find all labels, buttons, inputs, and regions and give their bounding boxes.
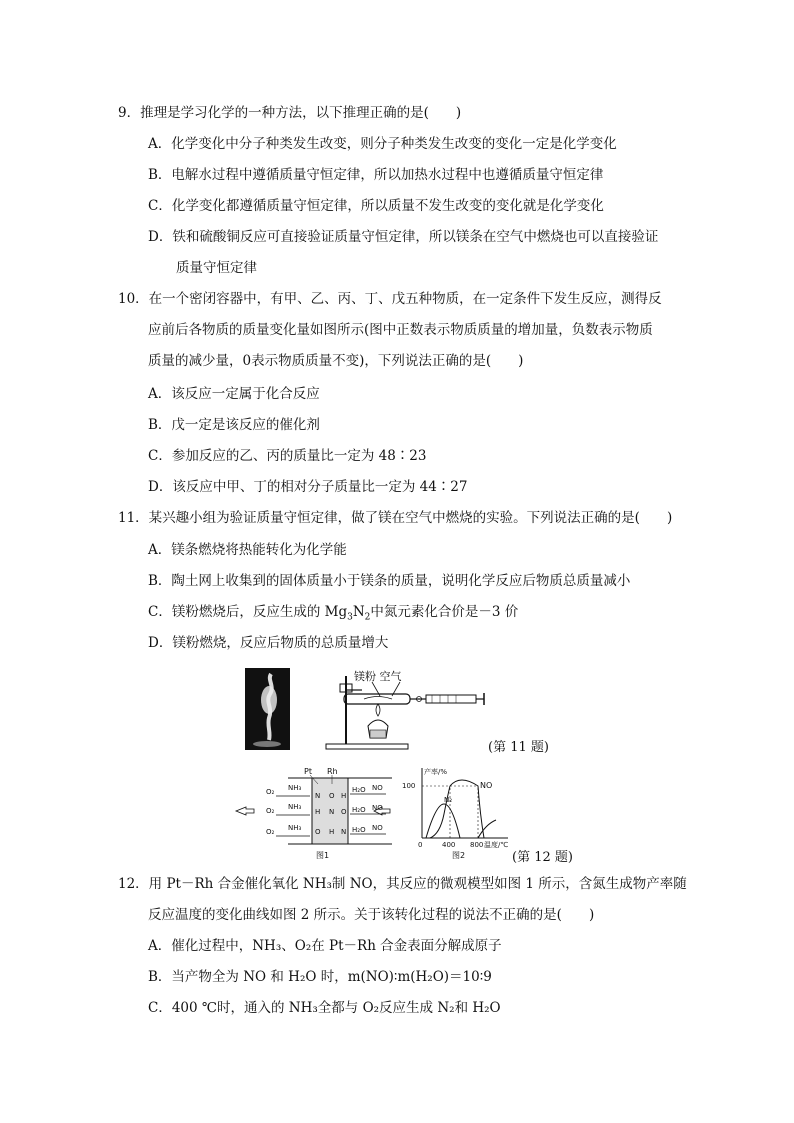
fig12-caption: (第 12 题) (512, 850, 573, 865)
svg-text:NH₃: NH₃ (288, 803, 302, 811)
fig1-rh-label: Rh (327, 767, 338, 776)
fig2-label: 图2 (452, 851, 466, 860)
fig2-x0: 0 (418, 841, 423, 849)
q11-option-a: A．镁条燃烧将热能转化为化学能 (148, 542, 347, 558)
q11-option-b: B．陶土网上收集到的固体质量小于镁条的质量，说明化学反应后物质总质量减小 (148, 573, 631, 589)
yield-temperature-graph (400, 764, 510, 862)
svg-text:O: O (329, 792, 335, 800)
fig2-no-label: NO (480, 781, 493, 790)
svg-text:O: O (315, 828, 321, 836)
svg-text:H₂O: H₂O (352, 806, 366, 814)
q12-option-b: B．当产物全为 NO 和 H₂O 时，m(NO)∶m(H₂O)＝10∶9 (148, 969, 492, 985)
q11-stem: 11．某兴趣小组为验证质量守恒定律，做了镁在空气中燃烧的实验。下列说法正确的是( ) (118, 510, 673, 526)
svg-text:H: H (341, 792, 347, 800)
q9-option-d: D．铁和硫酸铜反应可直接验证质量守恒定律，所以镁条在空气中燃烧也可以直接验证 (148, 229, 659, 245)
q10-option-a: A．该反应一定属于化合反应 (148, 386, 320, 402)
svg-text:NH₃: NH₃ (288, 784, 302, 792)
q10-option-b: B．戊一定是该反应的催化剂 (148, 417, 320, 433)
reaction-model-figure (232, 764, 412, 862)
fig11-caption: (第 11 题) (488, 740, 549, 755)
svg-text:N: N (341, 828, 347, 836)
apparatus-diagram (322, 668, 490, 750)
svg-text:NO: NO (372, 804, 383, 812)
q11-c-text-pre: C．镁粉燃烧后，反应生成的 Mg (148, 604, 348, 620)
svg-text:NO: NO (372, 784, 383, 792)
fig2-ylabel: 产率/% (424, 768, 448, 776)
q12-option-a: A．催化过程中，NH₃、O₂在 Pt－Rh 合金表面分解成原子 (148, 938, 502, 954)
svg-text:O: O (341, 808, 347, 816)
mg-burning-photo (245, 668, 290, 750)
svg-text:O₂: O₂ (266, 788, 275, 796)
q9-option-c: C．化学变化都遵循质量守恒定律，所以质量不发生改变的变化就是化学变化 (148, 198, 604, 214)
svg-text:NH₃: NH₃ (288, 824, 302, 832)
svg-text:H: H (315, 808, 321, 816)
svg-text:N: N (329, 808, 335, 816)
q11-c-text-post: 中氮元素化合价是－3 价 (370, 604, 519, 620)
svg-text:NO: NO (372, 824, 383, 832)
q9-option-a: A．化学变化中分子种类发生改变，则分子种类发生改变的变化一定是化学变化 (148, 136, 617, 152)
svg-text:O₂: O₂ (266, 828, 275, 836)
svg-text:H: H (329, 828, 335, 836)
q11-c-text-mid: N (352, 604, 365, 620)
fig11-label: 镁粉 空气 (354, 670, 402, 683)
q10-stem-2: 应前后各物质的质量变化量如图所示(图中正数表示物质质量的增加量，负数表示物质 (148, 322, 653, 338)
q9-stem: 9．推理是学习化学的一种方法，以下推理正确的是( ) (118, 105, 462, 121)
svg-text:N: N (315, 792, 321, 800)
fig2-xlabel: 温度/℃ (484, 841, 509, 849)
q12-option-c: C．400 ℃时，通入的 NH₃全都与 O₂反应生成 N₂和 H₂O (148, 1000, 501, 1016)
fig1-pt-label: Pt (304, 767, 312, 776)
fig2-y100: 100 (402, 782, 416, 790)
q9-option-b: B．电解水过程中遵循质量守恒定律，所以加热水过程中也遵循质量守恒定律 (148, 167, 604, 183)
q12-stem-2: 反应温度的变化曲线如图 2 所示。关于该转化过程的说法不正确的是( ) (148, 907, 595, 923)
q9-option-d-cont: 质量守恒定律 (176, 260, 257, 276)
q11-option-c (148, 602, 518, 628)
q10-stem-3: 质量的减少量，0表示物质质量不变)，下列说法正确的是( ) (148, 353, 524, 369)
q11-c-sub2: 2 (364, 612, 371, 623)
svg-text:H₂O: H₂O (352, 786, 366, 794)
fig2-x800: 800 (470, 841, 484, 849)
q12-stem-1: 12．用 Pt－Rh 合金催化氧化 NH₃制 NO，其反应的微观模型如图 1 所示，含氮生成物产率随 (118, 876, 687, 892)
fig2-n2-label: N₂ (444, 796, 453, 804)
q10-option-c: C．参加反应的乙、丙的质量比一定为 48∶23 (148, 448, 427, 464)
q10-option-d: D．该反应中甲、丁的相对分子质量比一定为 44∶27 (148, 479, 468, 495)
svg-text:H₂O: H₂O (352, 826, 366, 834)
q11-option-d: D．镁粉燃烧，反应后物质的总质量增大 (148, 635, 389, 651)
svg-text:O₂: O₂ (266, 807, 275, 815)
fig2-x400: 400 (442, 841, 456, 849)
fig1-label: 图1 (316, 851, 330, 860)
q10-stem-1: 10．在一个密闭容器中，有甲、乙、丙、丁、戊五种物质，在一定条件下发生反应，测得反 (118, 291, 662, 307)
q11-c-sub1: 3 (347, 612, 353, 623)
